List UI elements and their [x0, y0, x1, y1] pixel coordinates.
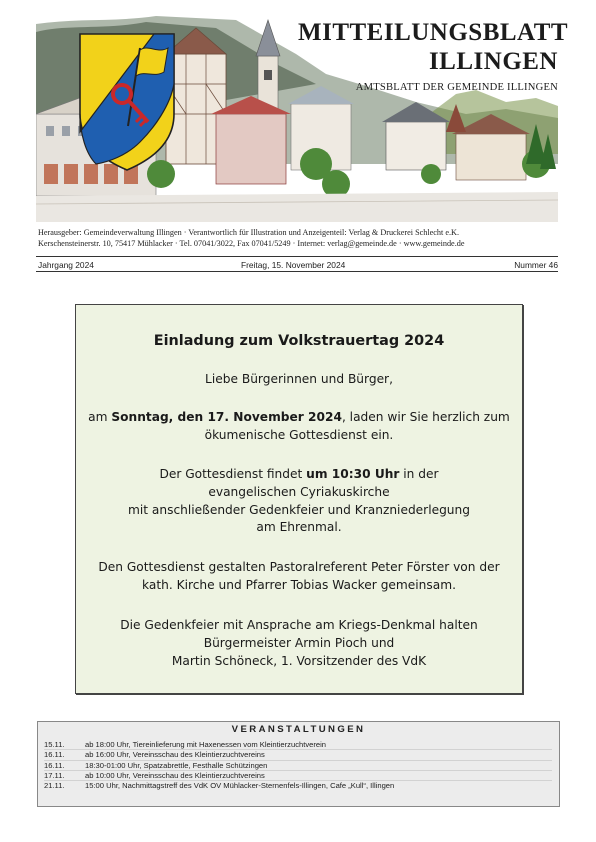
divider-top: [36, 256, 558, 257]
invitation-paragraph-4: [76, 617, 522, 670]
event-row: [44, 761, 556, 771]
event-date: 16.11.: [44, 750, 65, 760]
p2-line2: evangelischen Cyriakuskirche: [208, 484, 390, 499]
p1-post: , laden wir Sie herzlich zum: [341, 410, 510, 424]
p1-date: Sonntag, den 17. November 2024: [111, 410, 342, 424]
event-date: 17.11.: [44, 770, 65, 780]
p2-line3: mit anschließender Gedenkfeier und Kranzniederlegung: [128, 502, 470, 517]
p3-line1: Den Gottesdienst gestalten Pastoralreferent Peter Förster von der: [98, 560, 500, 574]
masthead-title-line1: MITTEILUNGSBLATT: [298, 19, 569, 46]
event-text: 18:30-01:00 Uhr, Spatzabrettle, Festhalle Schützingen: [85, 760, 268, 770]
invitation-greeting: Liebe Bürgerinnen und Bürger,: [205, 372, 393, 386]
p2-post: in der: [399, 467, 439, 481]
divider-bottom: [36, 271, 558, 272]
p3-line2: kath. Kirche und Pfarrer Tobias Wacker gemeinsam.: [142, 577, 456, 592]
invitation-box: [75, 304, 523, 694]
issue-date: Freitag, 15. November 2024: [241, 260, 346, 270]
event-text: ab 10:00 Uhr, Vereinsschau des Kleintierzuchtvereins: [85, 770, 265, 780]
event-date: 15.11.: [44, 740, 65, 749]
p1-pre: am: [88, 410, 112, 424]
events-list: [44, 740, 556, 791]
masthead-title-line2: ILLINGEN: [428, 48, 558, 75]
p4-line3: Martin Schöneck, 1. Vorsitzender des VdK: [171, 653, 427, 668]
imprint-line2: Kerschensteinerstr. 10, 75417 Mühlacker · Tel. 07041/3022, Fax 07041/5249 · Internet: verlag@gemeinde.de · www.gemeinde.de: [38, 239, 465, 248]
invitation-paragraph-2: [76, 466, 522, 537]
event-text: ab 16:00 Uhr, Vereinsschau des Kleintierzuchtvereins: [85, 750, 265, 760]
events-box: [37, 721, 560, 807]
imprint-line1: Herausgeber: Gemeindeverwaltung Illingen · Verantwortlich für Illustration und Anzeigenteil: Verlag & Druckerei Schlecht e.K.: [38, 228, 459, 237]
issue-volume: Jahrgang 2024: [38, 260, 94, 270]
masthead-title: [298, 18, 569, 76]
events-header: VERANSTALTUNGEN: [231, 724, 366, 735]
event-text: ab 18:00 Uhr, Tiereinlieferung mit Haxenessen vom Kleintierzuchtverein: [85, 740, 327, 749]
p2-time: um 10:30 Uhr: [306, 467, 400, 481]
invitation-paragraph-1: [76, 409, 522, 445]
event-row: [44, 771, 556, 781]
event-row: [44, 740, 556, 750]
p2-line4: am Ehrenmal.: [256, 520, 342, 535]
imprint: [38, 227, 558, 249]
event-text: 15:00 Uhr, Nachmittagstreff des VdK OV Mühlacker-Sternenfels-Illingen, Cafe „Kull“, Illingen: [85, 781, 395, 791]
event-row: [44, 750, 556, 760]
event-date: 16.11.: [44, 760, 65, 770]
p4-line1: Die Gedenkfeier mit Ansprache am Kriegs-Denkmal halten: [120, 618, 478, 632]
coat-of-arms-icon: [80, 34, 174, 170]
p1-line2: ökumenische Gottesdienst ein.: [204, 427, 394, 442]
event-row: [44, 781, 556, 791]
invitation-title: Einladung zum Volkstrauertag 2024: [153, 333, 445, 349]
event-date: 21.11.: [44, 781, 65, 791]
p2-pre: Der Gottesdienst findet: [159, 467, 307, 481]
p4-line2: Bürgermeister Armin Pioch und: [203, 635, 395, 650]
invitation-paragraph-3: [76, 559, 522, 595]
masthead-subtitle: AMTSBLATT DER GEMEINDE ILLINGEN: [355, 82, 558, 93]
issue-number: Nummer 46: [514, 260, 558, 270]
